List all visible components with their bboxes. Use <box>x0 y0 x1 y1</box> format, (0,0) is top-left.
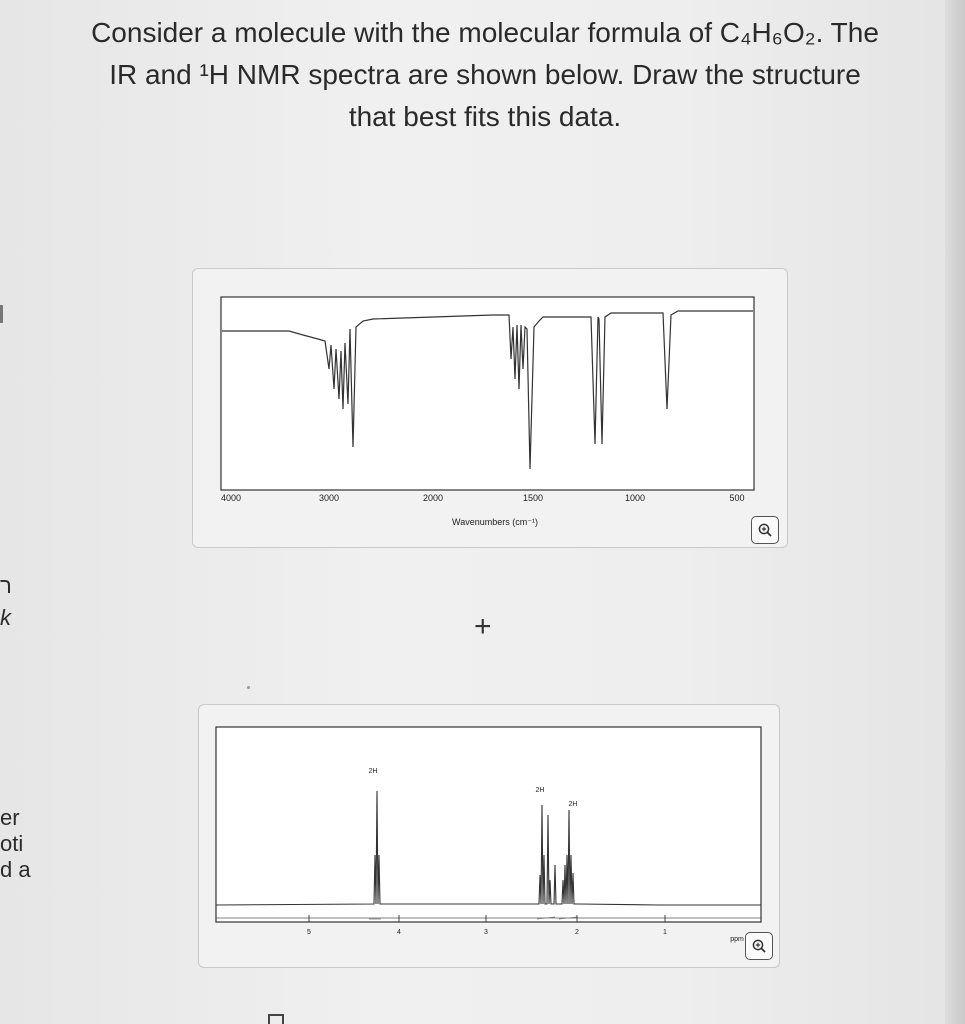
question-line-3: that best fits this data. <box>348 101 622 132</box>
nmr-zoom-button[interactable] <box>745 932 773 960</box>
ir-spectrum-panel <box>192 268 788 548</box>
ir-tick-2000: 2000 <box>422 493 444 503</box>
nmr-tick-3: 3 <box>484 929 488 936</box>
ir-tick-500: 500 <box>729 493 745 503</box>
ir-plot-frame <box>221 297 754 490</box>
zoom-in-icon <box>757 522 773 538</box>
question-line-1: Consider a molecule with the molecular formula of C₄H₆O₂. The <box>91 17 879 48</box>
nmr-integration-label-3: 2H <box>568 801 578 808</box>
left-fragment-5: d a <box>0 857 31 882</box>
ir-spectrum-plot <box>193 269 787 547</box>
nmr-spectrum-plot <box>199 705 779 967</box>
nmr-unit-label: ppm <box>730 936 744 943</box>
crosshair-plus-icon: + <box>474 610 492 643</box>
question-line-2: IR and ¹H NMR spectra are shown below. Draw the structure <box>109 59 861 90</box>
zoom-in-icon <box>751 938 767 954</box>
right-scroll-edge <box>945 0 965 1024</box>
bottom-edge-fragment <box>268 1014 284 1024</box>
nmr-integration-label-1: 2H <box>368 768 378 775</box>
ir-tick-1500: 1500 <box>522 493 544 503</box>
left-fragment-3: er <box>0 805 20 830</box>
ir-tick-1000: 1000 <box>624 493 646 503</box>
left-fragment-1: ר <box>0 573 12 598</box>
ir-x-axis-label: Wavenumbers (cm⁻¹) <box>452 517 538 527</box>
stray-dot <box>247 686 250 689</box>
ir-tick-4000: 4000 <box>220 493 242 503</box>
left-fragment-2: k <box>0 605 11 630</box>
nmr-tick-4: 4 <box>397 929 401 936</box>
ir-zoom-button[interactable] <box>751 516 779 544</box>
left-edge-marker <box>0 305 3 323</box>
nmr-integration-label-2: 2H <box>535 787 545 794</box>
nmr-spectrum-panel <box>198 704 780 968</box>
nmr-tick-2: 2 <box>575 929 579 936</box>
left-fragment-4: oti <box>0 831 24 856</box>
question-text <box>20 12 950 138</box>
nmr-plot-frame <box>216 727 761 922</box>
nmr-tick-1: 1 <box>663 929 667 936</box>
ir-tick-3000: 3000 <box>318 493 340 503</box>
nmr-tick-5: 5 <box>307 929 311 936</box>
